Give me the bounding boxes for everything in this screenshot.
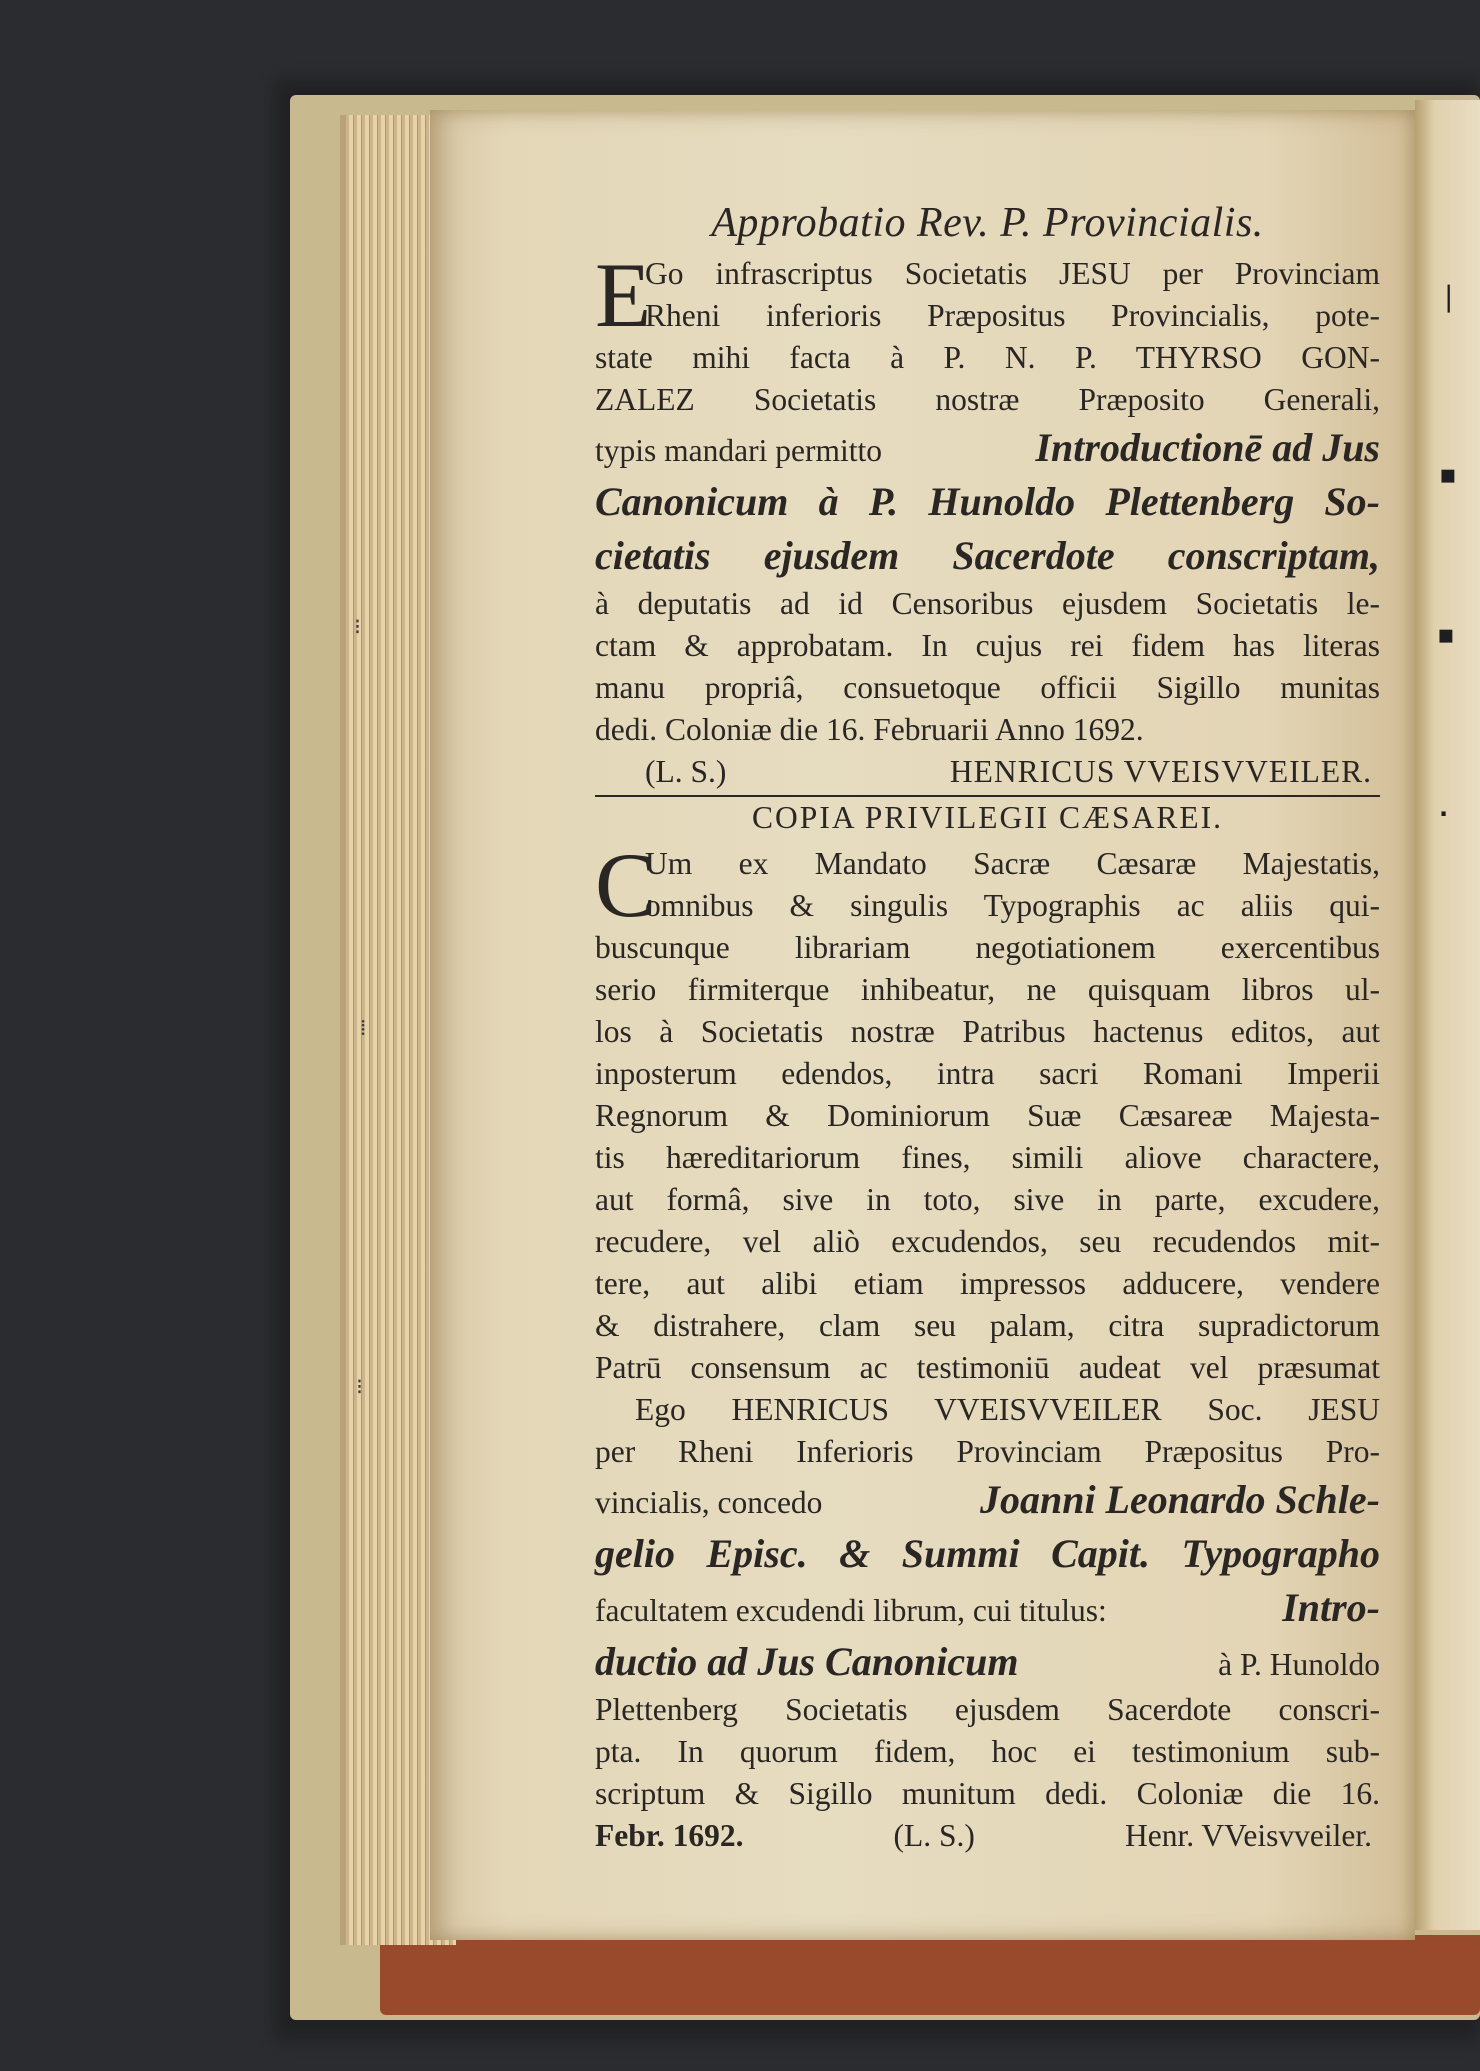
- privilegium-body: [595, 834, 1380, 1857]
- italic-span: Joanni Leonardo Schle-: [979, 1477, 1380, 1522]
- text-span: à P. Hunoldo: [1218, 1647, 1380, 1682]
- stack-mark: ⁝: [354, 615, 361, 640]
- text-line: inposterum edendos, intra sacri Romani Imperii: [595, 1056, 1380, 1091]
- text-line: Rheni inferioris Præpositus Provincialis, pote-: [645, 298, 1380, 333]
- dropcap-c: C: [595, 834, 657, 936]
- text-line: [595, 1635, 1380, 1689]
- italic-line: cietatis ejusdem Sacerdote conscriptam,: [595, 533, 1380, 578]
- closing-date: Febr. 1692.: [595, 1818, 744, 1853]
- edge-glyph: ▪: [1439, 460, 1457, 490]
- italic-span: Intro-: [1282, 1585, 1380, 1630]
- text-line: per Rheni Inferioris Provinciam Præpositus Pro-: [595, 1434, 1380, 1469]
- italic-line: gelio Episc. & Summi Capit. Typographo: [595, 1531, 1380, 1576]
- text-line: Um ex Mandato Sacræ Cæsaræ Majestatis,: [645, 846, 1380, 881]
- seal-mark: (L. S.): [645, 754, 727, 789]
- closing-signature: Henr. VVeisvveiler.: [1124, 1818, 1372, 1853]
- cover-edge: [380, 1935, 1480, 2015]
- text-line: pta. In quorum fidem, hoc ei testimonium sub-: [595, 1734, 1380, 1769]
- text-line: Go infrascriptus Societatis JESU per Provinciam: [645, 256, 1380, 291]
- text-line: [595, 1581, 1380, 1635]
- text-line: los à Societatis nostræ Patribus hactenus editos, aut: [595, 1014, 1380, 1049]
- closing-seal: (L. S.): [893, 1818, 975, 1853]
- section-divider: [595, 795, 1380, 797]
- text-line: Patrū consensum ac testimoniū audeat vel præsumat: [595, 1350, 1380, 1385]
- signatory-name: HENRICUS VVEISVVEILER.: [949, 754, 1372, 789]
- closing-row: [595, 1815, 1380, 1857]
- text-line: à deputatis ad id Censoribus ejusdem Societatis le-: [595, 586, 1380, 621]
- edge-glyph: ❘: [1437, 280, 1461, 313]
- italic-span: Introductionē ad Jus: [1035, 425, 1380, 470]
- text-line: omnibus & singulis Typographis ac aliis qui-: [645, 888, 1380, 923]
- text-line: aut formâ, sive in toto, sive in parte, excudere,: [595, 1182, 1380, 1217]
- text-line: manu propriâ, consuetoque officii Sigillo munitas: [595, 670, 1380, 705]
- text-line: tis hæreditariorum fines, simili aliove charactere,: [595, 1140, 1380, 1175]
- edge-glyph: ▪: [1437, 620, 1455, 650]
- privilegium-heading: COPIA PRIVILEGII CÆSAREI.: [752, 800, 1223, 835]
- text-line: ctam & approbatam. In cujus rei fidem has literas: [595, 628, 1380, 663]
- text-line: Ego HENRICUS VVEISVVEILER Soc. JESU: [635, 1392, 1380, 1427]
- text-line: ZALEZ Societatis nostræ Præposito Generali,: [595, 382, 1380, 417]
- italic-span: ductio ad Jus Canonicum: [595, 1639, 1019, 1684]
- text-span: facultatem excudendi librum, cui titulus:: [595, 1593, 1107, 1628]
- text-line: tere, aut alibi etiam impressos adducere, vendere: [595, 1266, 1380, 1301]
- dropcap-e: E: [595, 244, 652, 346]
- stack-mark: ⁝: [356, 1375, 363, 1400]
- text-span: typis mandari permitto: [595, 433, 882, 468]
- page-text: [595, 195, 1380, 1857]
- text-line: [595, 1473, 1380, 1527]
- approbatio-title: Approbatio Rev. P. Provincialis.: [711, 200, 1264, 246]
- text-line: scriptum & Sigillo munitum dedi. Coloniæ die 16.: [595, 1776, 1380, 1811]
- text-span: vincialis, concedo: [595, 1485, 823, 1520]
- text-line: & distrahere, clam seu palam, citra supradictorum: [595, 1308, 1380, 1343]
- signature-row: [595, 751, 1380, 793]
- edge-glyph: ·: [1439, 800, 1449, 828]
- text-line: Plettenberg Societatis ejusdem Sacerdote conscri-: [595, 1692, 1380, 1727]
- text-line: recudere, vel aliò excudendos, seu recudendos mit-: [595, 1224, 1380, 1259]
- text-line: state mihi facta à P. N. P. THYRSO GON-: [595, 340, 1380, 375]
- text-line: serio firmiterque inhibeatur, ne quisquam libros ul-: [595, 972, 1380, 1007]
- text-line: dedi. Coloniæ die 16. Februarii Anno 1692.: [595, 712, 1144, 747]
- approbatio-body: [595, 244, 1380, 797]
- italic-line: Canonicum à P. Hunoldo Plettenberg So-: [595, 479, 1380, 524]
- stack-mark: ⁞: [360, 1016, 367, 1041]
- text-line: buscunque librariam negotiationem exercentibus: [595, 930, 1380, 965]
- facing-page-edge: [1415, 100, 1480, 1930]
- text-line: [595, 421, 1380, 475]
- text-line: Regnorum & Dominiorum Suæ Cæsareæ Majesta-: [595, 1098, 1380, 1133]
